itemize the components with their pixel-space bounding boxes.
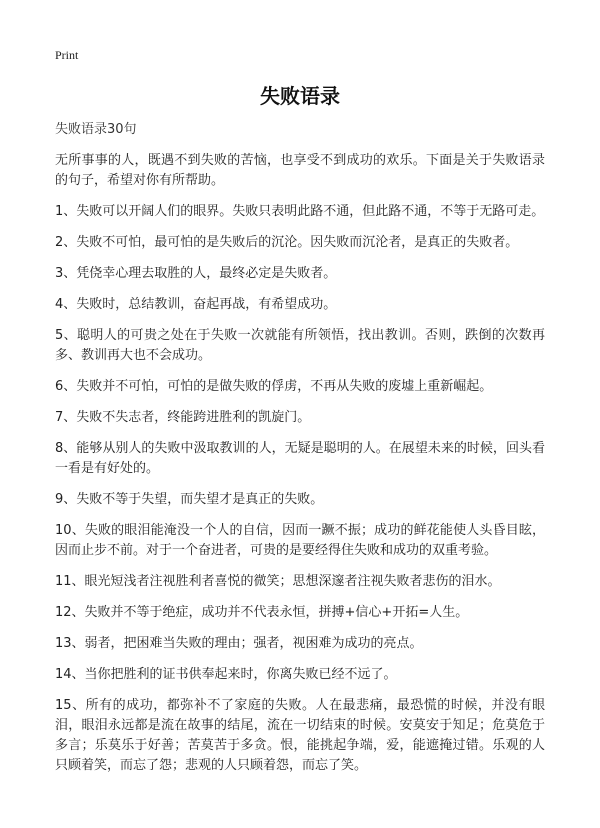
quote-item-6: 6、失败并不可怕，可怕的是做失败的俘虏，不再从失败的废墟上重新崛起。	[55, 379, 493, 394]
quote-item-9: 9、失败不等于失望，而失望才是真正的失败。	[55, 492, 324, 507]
quote-item-2: 2、失败不可怕，最可怕的是失败后的沉沦。因失败而沉沦者，是真正的失败者。	[55, 235, 519, 250]
quote-item-1: 1、失败可以开阔人们的眼界。失败只表明此路不通，但此路不通，不等于无路可走。	[55, 204, 545, 219]
intro-paragraph: 无所事事的人，既遇不到失败的苦恼，也享受不到成功的欢乐。下面是关于失败语录的句子，希望对你有所帮助。	[55, 153, 545, 188]
quote-item-7: 7、失败不失志者，终能跨进胜利的凯旋门。	[55, 410, 311, 425]
article-body	[55, 120, 545, 787]
page-title: 失败语录	[260, 84, 340, 108]
quote-item-8: 8、能够从别人的失败中汲取教训的人，无疑是聪明的人。在展望未来的时候，回头看一看是有好处的。	[55, 441, 545, 476]
quote-item-11: 11、眼光短浅者注视胜利者喜悦的微笑；思想深邃者注视失败者悲伤的泪水。	[55, 574, 501, 589]
print-link[interactable]: Print	[55, 48, 79, 62]
quote-item-13: 13、弱者，把困难当失败的理由；强者，视困难为成功的亮点。	[55, 636, 423, 651]
quote-item-15: 15、所有的成功，都弥补不了家庭的失败。人在最悲痛，最恐慌的时候，并没有眼泪，眼泪永远都是流在故事的结尾，流在一切结束的时候。安莫安于知足；危莫危于多言；乐莫乐于好善；苦莫苦于多贪。恨，能挑起争端，爱，能遮掩过错。乐观的人只顾着笑，而忘了怨；悲观的人只顾着怨，而忘了笑。	[55, 698, 545, 773]
article-subtitle: 失败语录30句	[55, 122, 137, 137]
quote-item-3: 3、凭侥幸心理去取胜的人，最终必定是失败者。	[55, 266, 337, 281]
quote-item-4: 4、失败时，总结教训，奋起再战，有希望成功。	[55, 297, 337, 312]
quote-item-5: 5、聪明人的可贵之处在于失败一次就能有所领悟，找出教训。否则，跌倒的次数再多、教训再大也不会成功。	[55, 328, 545, 363]
quote-item-12: 12、失败并不等于绝症，成功并不代表永恒，拼搏+信心+开拓=人生。	[55, 605, 469, 620]
quote-item-10: 10、失败的眼泪能淹没一个人的自信，因而一蹶不振；成功的鲜花能使人头昏目眩，因而止步不前。对于一个奋进者，可贵的是要经得住失败和成功的双重考验。	[55, 523, 545, 558]
quote-item-14: 14、当你把胜利的证书供奉起来时，你离失败已经不远了。	[55, 667, 397, 682]
